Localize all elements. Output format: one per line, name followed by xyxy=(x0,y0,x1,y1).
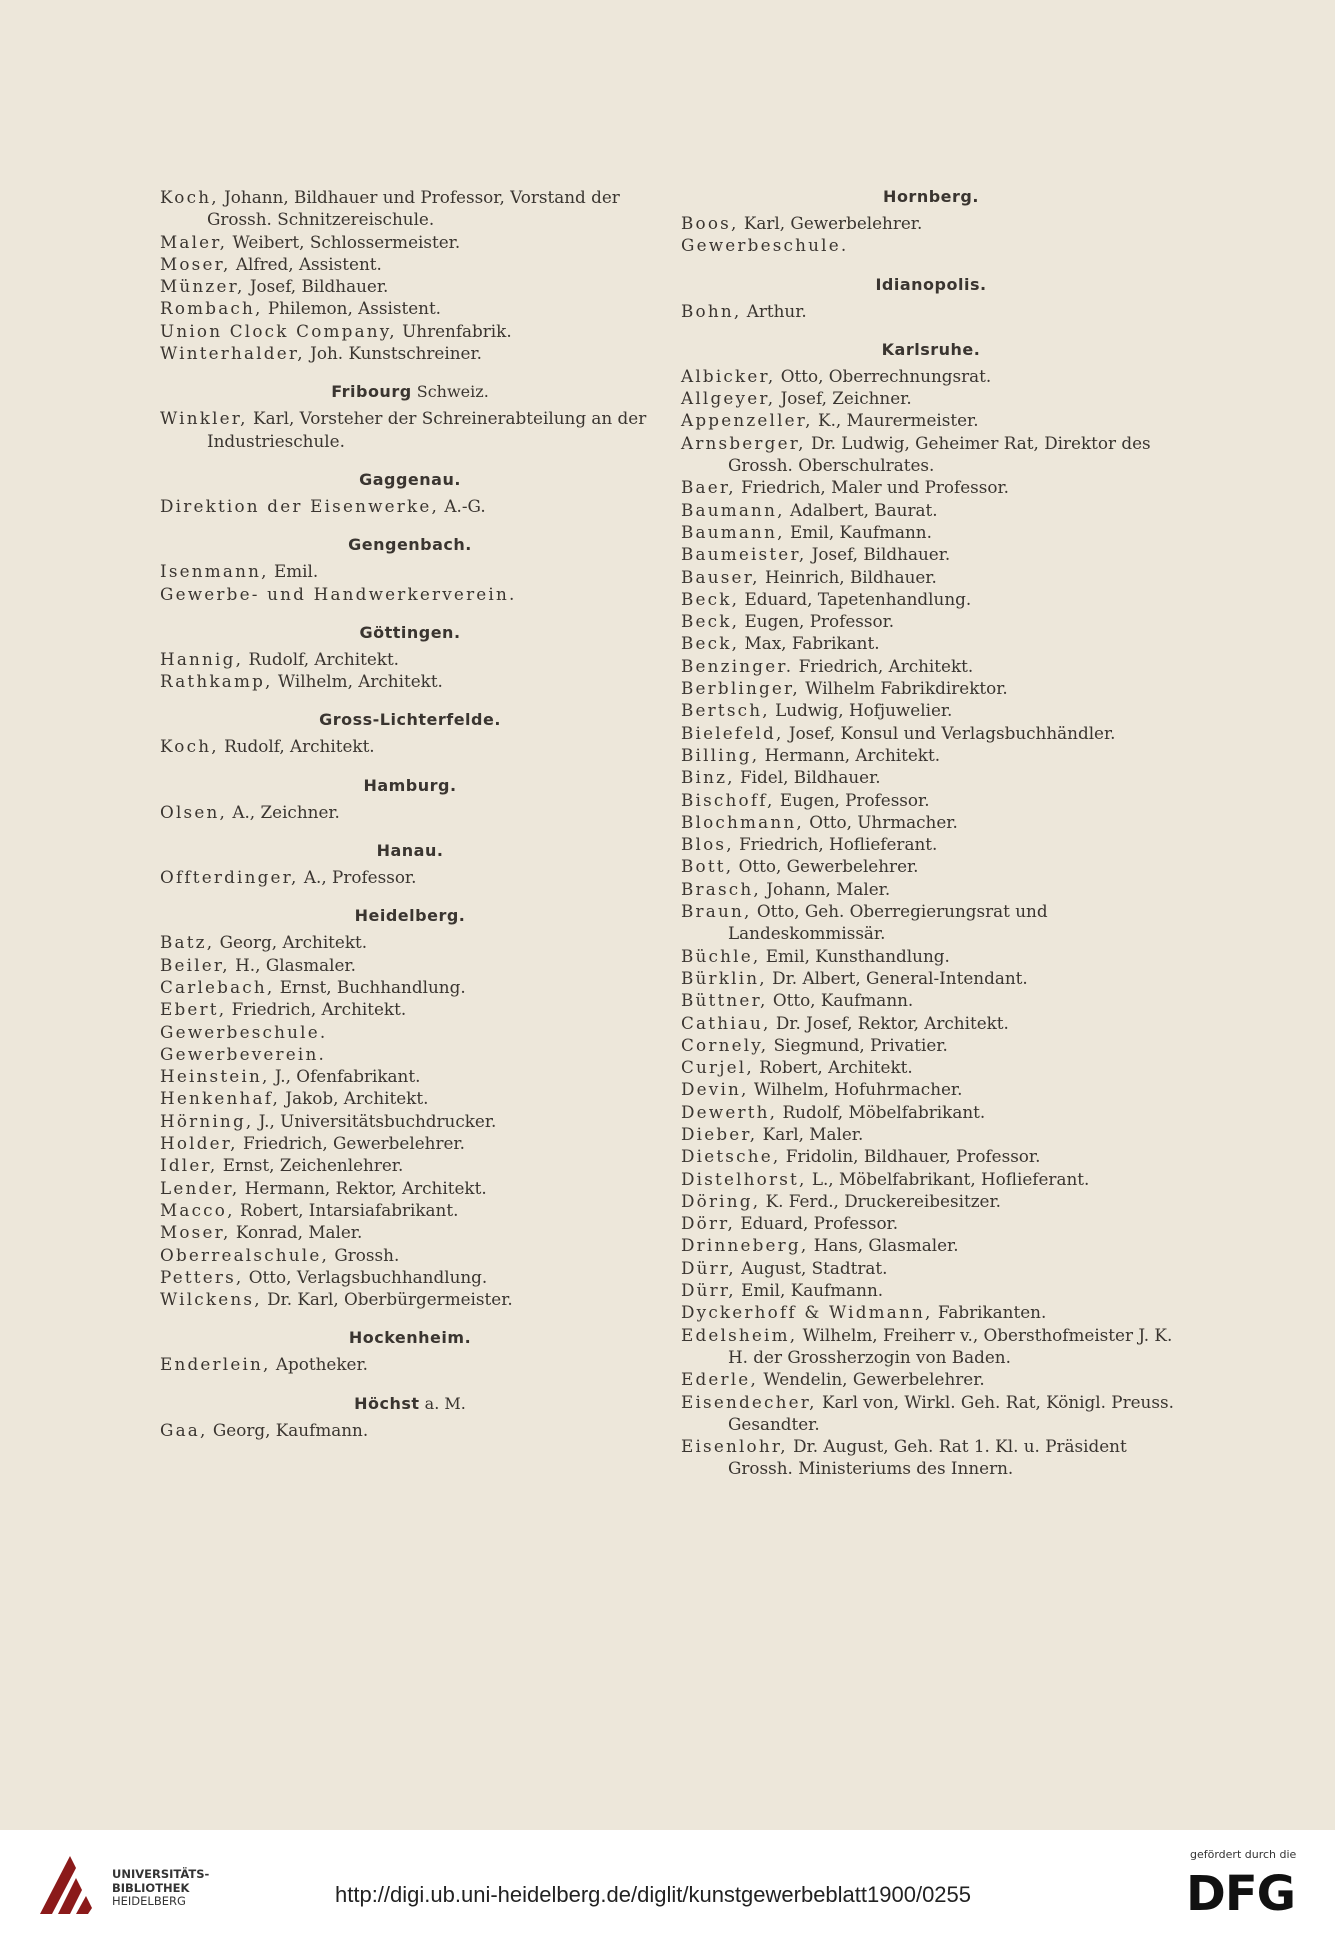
entry-name: Baumann, xyxy=(681,499,785,520)
entry-name: Edelsheim, xyxy=(681,1324,798,1345)
city-name: Hockenheim. xyxy=(348,1328,472,1348)
entry-details: Emil, Kaufmann. xyxy=(784,521,932,542)
city-subtitle: a. M. xyxy=(419,1393,466,1413)
entry-details: Otto, Uhrmacher. xyxy=(803,811,958,832)
directory-entry xyxy=(160,976,660,998)
entry-name: Cornely, xyxy=(681,1034,769,1055)
city-heading xyxy=(160,840,660,862)
entry-name: Petters, xyxy=(160,1266,244,1287)
entry-name: Macco, xyxy=(160,1199,235,1220)
directory-entry xyxy=(681,1123,1181,1145)
city-name: Hanau. xyxy=(376,841,444,861)
entry-name: Braun, xyxy=(681,901,752,922)
entry-details: Hermann, Architekt. xyxy=(759,744,941,765)
entry-details: Otto, Verlagsbuchhandlung. xyxy=(243,1266,488,1287)
directory-entry xyxy=(681,543,1181,565)
directory-entry xyxy=(681,365,1181,387)
directory-entry xyxy=(681,766,1181,788)
entry-details: Johann, Bildhauer und Professor, Vorstand der Grossh. Schnitzereischule. xyxy=(207,187,620,230)
entry-name: Cathiau, xyxy=(681,1012,771,1033)
city-heading xyxy=(160,1393,660,1415)
directory-entry xyxy=(160,583,660,605)
entry-details: Siegmund, Privatier. xyxy=(768,1034,948,1055)
entry-name: Dietsche, xyxy=(681,1146,781,1167)
entry-name: Bott, xyxy=(681,856,734,877)
entry-details: Konrad, Maler. xyxy=(230,1222,363,1243)
entry-details: A., Zeichner. xyxy=(227,801,340,822)
entry-name: Koch, xyxy=(160,736,219,757)
directory-entry xyxy=(160,1244,660,1266)
directory-entry xyxy=(681,409,1181,431)
left-column xyxy=(160,186,660,1441)
directory-entry xyxy=(681,1078,1181,1100)
entry-details: Eduard, Professor. xyxy=(735,1213,899,1234)
entry-details: Fidel, Bildhauer. xyxy=(734,767,881,788)
entry-details: Emil. xyxy=(268,561,319,582)
entry-details: Otto, Gewerbelehrer. xyxy=(733,856,919,877)
directory-entry xyxy=(160,1266,660,1288)
entry-name: Benzinger. xyxy=(681,655,794,676)
city-subtitle: Schweiz. xyxy=(411,382,489,402)
entry-name: Bischoff, xyxy=(681,789,775,810)
entry-details: Dr. Albert, General-Intendant. xyxy=(766,967,1028,988)
directory-entry xyxy=(681,1190,1181,1212)
directory-entry xyxy=(681,1279,1181,1301)
entry-details: Friedrich, Gewerbelehrer. xyxy=(237,1133,465,1154)
entry-name: Gewerbeverein. xyxy=(160,1043,327,1064)
library-name xyxy=(112,1868,209,1909)
entry-name: Holder, xyxy=(160,1133,238,1154)
entry-details: Robert, Intarsiafabrikant. xyxy=(234,1199,459,1220)
city-name: Karlsruhe. xyxy=(881,339,981,359)
directory-entry xyxy=(160,1419,660,1441)
entry-name: Allgeyer, xyxy=(681,388,776,409)
directory-entry xyxy=(681,811,1181,833)
directory-entry xyxy=(160,1043,660,1065)
entry-name: Drinneberg, xyxy=(681,1235,809,1256)
entry-details: Max, Fabrikant. xyxy=(739,633,880,654)
entry-name: Boos, xyxy=(681,213,739,233)
entry-details: Dr. Karl, Oberbürgermeister. xyxy=(261,1289,513,1310)
entry-details: Grossh. xyxy=(329,1244,400,1265)
entry-name: Münzer, xyxy=(160,276,245,297)
entry-details: Karl, Gewerbelehrer. xyxy=(738,213,923,233)
directory-entry xyxy=(681,300,1181,322)
entry-details: August, Stadtrat. xyxy=(735,1257,888,1278)
directory-entry xyxy=(160,1021,660,1043)
entry-name: Carlebach, xyxy=(160,976,275,997)
entry-details: J., Universitätsbuchdrucker. xyxy=(253,1110,497,1131)
directory-entry xyxy=(160,186,660,231)
entry-name: Idler, xyxy=(160,1155,218,1176)
directory-entry xyxy=(160,998,660,1020)
entry-name: Henkenhaf, xyxy=(160,1088,281,1109)
library-line-3: HEIDELBERG xyxy=(112,1894,186,1908)
entry-details: Jakob, Architekt. xyxy=(280,1088,429,1109)
entry-name: Eisendecher, xyxy=(681,1391,817,1412)
library-line-1: UNIVERSITÄTS- xyxy=(112,1867,210,1881)
city-heading xyxy=(160,381,660,403)
directory-entry xyxy=(681,1212,1181,1234)
directory-entry xyxy=(160,801,660,823)
entry-name: Curjel, xyxy=(681,1057,754,1078)
directory-entry xyxy=(160,407,660,452)
entry-details: Emil, Kaufmann. xyxy=(735,1280,884,1301)
directory-entry xyxy=(681,566,1181,588)
entry-name: Appenzeller, xyxy=(681,410,813,431)
directory-entry xyxy=(160,1353,660,1375)
right-column xyxy=(681,186,1181,1480)
entry-details: Georg, Kaufmann. xyxy=(207,1419,369,1440)
directory-entry xyxy=(160,253,660,275)
entry-name: Isenmann, xyxy=(160,561,269,582)
entry-name: Beck, xyxy=(681,588,740,609)
entry-name: Moser, xyxy=(160,253,231,274)
entry-details: Hans, Glasmaler. xyxy=(808,1235,959,1256)
entry-details: Eugen, Professor. xyxy=(739,611,895,632)
entry-name: Ebert, xyxy=(160,999,227,1020)
directory-entry xyxy=(681,699,1181,721)
city-heading xyxy=(160,1327,660,1349)
directory-entry xyxy=(160,1199,660,1221)
entry-details: Friedrich, Architekt. xyxy=(793,655,974,676)
entry-name: Maler, xyxy=(160,231,228,252)
university-library-logo-icon xyxy=(36,1852,106,1918)
entry-name: Dewerth, xyxy=(681,1101,778,1122)
directory-entry xyxy=(681,632,1181,654)
entry-name: Dörr, xyxy=(681,1213,736,1234)
entry-name: Baumeister, xyxy=(681,544,807,565)
directory-entry xyxy=(160,648,660,670)
funded-by-caption: gefördert durch die xyxy=(1190,1848,1297,1861)
footer-bar xyxy=(0,1830,1335,1939)
entry-name: Dyckerhoff & Widmann, xyxy=(681,1302,933,1323)
entry-details: Johann, Maler. xyxy=(760,878,891,899)
directory-entry xyxy=(681,1257,1181,1279)
entry-name: Koch, xyxy=(160,187,219,207)
entry-details: Eduard, Tapetenhandlung. xyxy=(739,588,972,609)
directory-entry xyxy=(681,878,1181,900)
entry-details: Emil, Kunsthandlung. xyxy=(760,945,950,966)
entry-name: Dieber, xyxy=(681,1123,758,1144)
directory-entry xyxy=(681,1234,1181,1256)
directory-entry xyxy=(681,1101,1181,1123)
entry-details: Eugen, Professor. xyxy=(774,789,930,810)
directory-entry xyxy=(681,655,1181,677)
entry-name: Hannig, xyxy=(160,648,244,669)
city-heading xyxy=(681,186,1181,208)
city-name: Hamburg. xyxy=(363,775,457,795)
permalink-url[interactable]: http://digi.ub.uni-heidelberg.de/diglit/kunstgewerbeblatt1900/0255 xyxy=(335,1882,972,1907)
directory-entry xyxy=(160,342,660,364)
directory-entry xyxy=(160,1154,660,1176)
entry-details: K., Maurermeister. xyxy=(812,410,979,431)
entry-details: Alfred, Assistent. xyxy=(230,253,382,274)
entry-name: Gewerbe- und Handwerkerverein. xyxy=(160,583,517,604)
directory-entry xyxy=(160,1288,660,1310)
directory-entry xyxy=(681,722,1181,744)
entry-name: Eisenlohr, xyxy=(681,1436,788,1457)
entry-name: Binz, xyxy=(681,767,735,788)
directory-entry xyxy=(681,212,1181,234)
directory-entry xyxy=(681,744,1181,766)
entry-details: Robert, Architekt. xyxy=(753,1057,913,1078)
directory-entry xyxy=(160,931,660,953)
entry-name: Büttner, xyxy=(681,990,768,1011)
entry-name: Moser, xyxy=(160,1222,231,1243)
directory-entry xyxy=(681,833,1181,855)
directory-entry xyxy=(681,967,1181,989)
entry-details: A., Professor. xyxy=(298,867,417,888)
directory-entry xyxy=(160,231,660,253)
city-name: Gengenbach. xyxy=(348,535,472,555)
directory-entry xyxy=(681,677,1181,699)
city-name: Gaggenau. xyxy=(359,469,461,489)
entry-details: Weibert, Schlossermeister. xyxy=(227,231,461,252)
entry-details: Fridolin, Bildhauer, Professor. xyxy=(780,1146,1041,1167)
entry-name: Hörning, xyxy=(160,1110,254,1131)
city-name: Fribourg xyxy=(331,382,412,402)
directory-entry xyxy=(160,954,660,976)
directory-entry xyxy=(681,1301,1181,1323)
directory-entry xyxy=(681,855,1181,877)
entry-details: A.-G. xyxy=(439,495,486,516)
entry-name: Union Clock Company, xyxy=(160,320,397,341)
directory-entry xyxy=(681,499,1181,521)
entry-name: Enderlein, xyxy=(160,1354,271,1375)
entry-name: Bürklin, xyxy=(681,967,767,988)
entry-details: Ernst, Zeichenlehrer. xyxy=(217,1155,404,1176)
entry-name: Brasch, xyxy=(681,878,761,899)
entry-details: Friedrich, Architekt. xyxy=(226,999,407,1020)
entry-name: Offterdinger, xyxy=(160,867,299,888)
directory-entry xyxy=(160,495,660,517)
entry-name: Beiler, xyxy=(160,954,230,975)
entry-details: Wilhelm, Architekt. xyxy=(272,671,443,692)
entry-details: Friedrich, Maler und Professor. xyxy=(735,477,1010,498)
entry-name: Arnsberger, xyxy=(681,432,806,453)
entry-details: J., Ofenfabrikant. xyxy=(269,1066,421,1087)
directory-entry xyxy=(681,945,1181,967)
entry-name: Billing, xyxy=(681,744,760,765)
entry-name: Gewerbeschule. xyxy=(681,235,849,256)
directory-entry xyxy=(681,588,1181,610)
directory-entry xyxy=(681,387,1181,409)
city-name: Göttingen. xyxy=(359,622,461,642)
entry-details: Adalbert, Baurat. xyxy=(784,499,938,520)
city-name: Gross-Lichterfelde. xyxy=(319,710,501,730)
directory-entry xyxy=(681,610,1181,632)
entry-name: Wilckens, xyxy=(160,1289,262,1310)
entry-name: Gaa, xyxy=(160,1419,208,1440)
entry-name: Baumann, xyxy=(681,521,785,542)
entry-name: Bertsch, xyxy=(681,700,770,721)
entry-name: Dürr, xyxy=(681,1257,736,1278)
entry-details: Karl, Maler. xyxy=(757,1123,864,1144)
directory-entry xyxy=(160,297,660,319)
entry-details: Arthur. xyxy=(741,300,807,321)
entry-details: Josef, Zeichner. xyxy=(775,388,912,409)
entry-name: Dürr, xyxy=(681,1280,736,1301)
entry-name: Winkler, xyxy=(160,408,248,429)
directory-entry xyxy=(681,1034,1181,1056)
entry-details: Fabrikanten. xyxy=(932,1302,1047,1323)
directory-entry xyxy=(681,1391,1181,1436)
directory-entry xyxy=(160,560,660,582)
directory-entry xyxy=(160,1132,660,1154)
entry-details: Friedrich, Hoflieferant. xyxy=(733,834,938,855)
city-heading xyxy=(160,469,660,491)
directory-entry xyxy=(160,1110,660,1132)
directory-entry xyxy=(681,1145,1181,1167)
entry-name: Blos, xyxy=(681,834,734,855)
directory-entry xyxy=(160,320,660,342)
entry-details: Uhrenfabrik. xyxy=(396,320,512,341)
city-name: Hornberg. xyxy=(883,187,979,206)
entry-details: Dr. Josef, Rektor, Architekt. xyxy=(770,1012,1009,1033)
directory-entry xyxy=(681,234,1181,256)
entry-details: Otto, Geh. Oberregierungsrat und Landeskommissär. xyxy=(728,901,1048,944)
directory-entry xyxy=(160,735,660,757)
directory-entry xyxy=(681,789,1181,811)
directory-entry xyxy=(681,1168,1181,1190)
directory-entry xyxy=(160,1065,660,1087)
entry-details: Ludwig, Hofjuwelier. xyxy=(769,700,953,721)
city-name: Idianopolis. xyxy=(875,274,987,294)
entry-name: Blochmann, xyxy=(681,811,804,832)
directory-entry xyxy=(160,866,660,888)
entry-details: Heinrich, Bildhauer. xyxy=(759,566,937,587)
entry-details: Dr. August, Geh. Rat 1. Kl. u. Präsident Grossh. Ministeriums des Innern. xyxy=(728,1436,1127,1479)
entry-name: Lender, xyxy=(160,1177,240,1198)
entry-name: Albicker, xyxy=(681,365,776,386)
entry-name: Ederle, xyxy=(681,1369,758,1390)
entry-details: Rudolf, Architekt. xyxy=(218,736,375,757)
directory-entry xyxy=(160,1087,660,1109)
entry-details: Philemon, Assistent. xyxy=(262,298,442,319)
directory-entry xyxy=(681,521,1181,543)
entry-name: Baer, xyxy=(681,477,736,498)
city-heading xyxy=(681,339,1181,361)
entry-details: Apotheker. xyxy=(270,1354,368,1375)
city-heading xyxy=(160,534,660,556)
entry-details: Otto, Oberrechnungsrat. xyxy=(775,365,992,386)
directory-entry xyxy=(681,1324,1181,1369)
entry-details: Georg, Architekt. xyxy=(214,932,368,953)
entry-name: Devin, xyxy=(681,1079,749,1100)
entry-details: Karl, Vorsteher der Schreinerabteilung an der Industrieschule. xyxy=(207,408,647,451)
city-heading xyxy=(160,775,660,797)
entry-details: Dr. Ludwig, Geheimer Rat, Direktor des Grossh. Oberschulrates. xyxy=(728,432,1151,476)
entry-details: Wendelin, Gewerbelehrer. xyxy=(757,1369,985,1390)
entry-name: Distelhorst, xyxy=(681,1168,807,1189)
entry-name: Bauser, xyxy=(681,566,760,587)
directory-entry xyxy=(681,989,1181,1011)
city-name: Heidelberg. xyxy=(354,906,466,926)
directory-entry xyxy=(681,432,1181,477)
directory-entry xyxy=(160,275,660,297)
entry-details: Josef, Bildhauer. xyxy=(244,276,389,297)
entry-details: Hermann, Rektor, Architekt. xyxy=(239,1177,487,1198)
directory-entry xyxy=(681,1012,1181,1034)
entry-name: Döring, xyxy=(681,1190,761,1211)
entry-details: Wilhelm, Hofuhrmacher. xyxy=(748,1079,963,1100)
entry-name: Heinstein, xyxy=(160,1066,270,1087)
entry-details: K. Ferd., Druckereibesitzer. xyxy=(760,1190,1001,1211)
entry-details: Wilhelm, Freiherr v., Obersthofmeister J. K. H. der Grossherzogin von Baden. xyxy=(728,1324,1173,1367)
entry-name: Rombach, xyxy=(160,298,263,319)
directory-entry xyxy=(160,1177,660,1199)
directory-entry xyxy=(681,900,1181,945)
city-heading xyxy=(160,709,660,731)
directory-entry xyxy=(681,476,1181,498)
entry-name: Bohn, xyxy=(681,300,742,321)
city-heading xyxy=(160,905,660,927)
entry-name: Rathkamp, xyxy=(160,671,273,692)
city-heading xyxy=(681,274,1181,296)
entry-details: Joh. Kunstschreiner. xyxy=(304,343,482,364)
entry-name: Gewerbeschule. xyxy=(160,1021,328,1042)
directory-entry xyxy=(681,1368,1181,1390)
entry-details: Karl von, Wirkl. Geh. Rat, Königl. Preuss. Gesandter. xyxy=(728,1391,1174,1434)
entry-details: H., Glasmaler. xyxy=(229,954,356,975)
entry-name: Beck, xyxy=(681,633,740,654)
entry-name: Olsen, xyxy=(160,801,228,822)
directory-entry xyxy=(681,1056,1181,1078)
city-heading xyxy=(160,622,660,644)
entry-name: Winterhalder, xyxy=(160,343,305,364)
directory-entry xyxy=(160,1221,660,1243)
entry-details: L., Möbelfabrikant, Hoflieferant. xyxy=(806,1168,1090,1189)
entry-details: Josef, Konsul und Verlagsbuchhändler. xyxy=(783,722,1116,743)
entry-name: Büchle, xyxy=(681,945,761,966)
entry-name: Batz, xyxy=(160,932,215,953)
entry-details: Rudolf, Architekt. xyxy=(243,648,400,669)
entry-name: Beck, xyxy=(681,611,740,632)
entry-details: Otto, Kaufmann. xyxy=(767,990,914,1011)
entry-details: Rudolf, Möbelfabrikant. xyxy=(777,1101,986,1122)
entry-name: Berblinger, xyxy=(681,678,800,699)
entry-name: Direktion der Eisenwerke, xyxy=(160,495,440,516)
directory-entry xyxy=(160,670,660,692)
entry-details: Wilhelm Fabrikdirektor. xyxy=(799,678,1008,699)
entry-name: Oberrealschule, xyxy=(160,1244,330,1265)
directory-entry xyxy=(681,1435,1181,1480)
city-name: Höchst xyxy=(354,1393,420,1413)
entry-name: Bielefeld, xyxy=(681,722,784,743)
entry-details: Ernst, Buchhandlung. xyxy=(274,976,466,997)
entry-details: Josef, Bildhauer. xyxy=(806,544,951,565)
dfg-logo: DFG xyxy=(1186,1866,1296,1922)
library-line-2: BIBLIOTHEK xyxy=(112,1880,190,1895)
